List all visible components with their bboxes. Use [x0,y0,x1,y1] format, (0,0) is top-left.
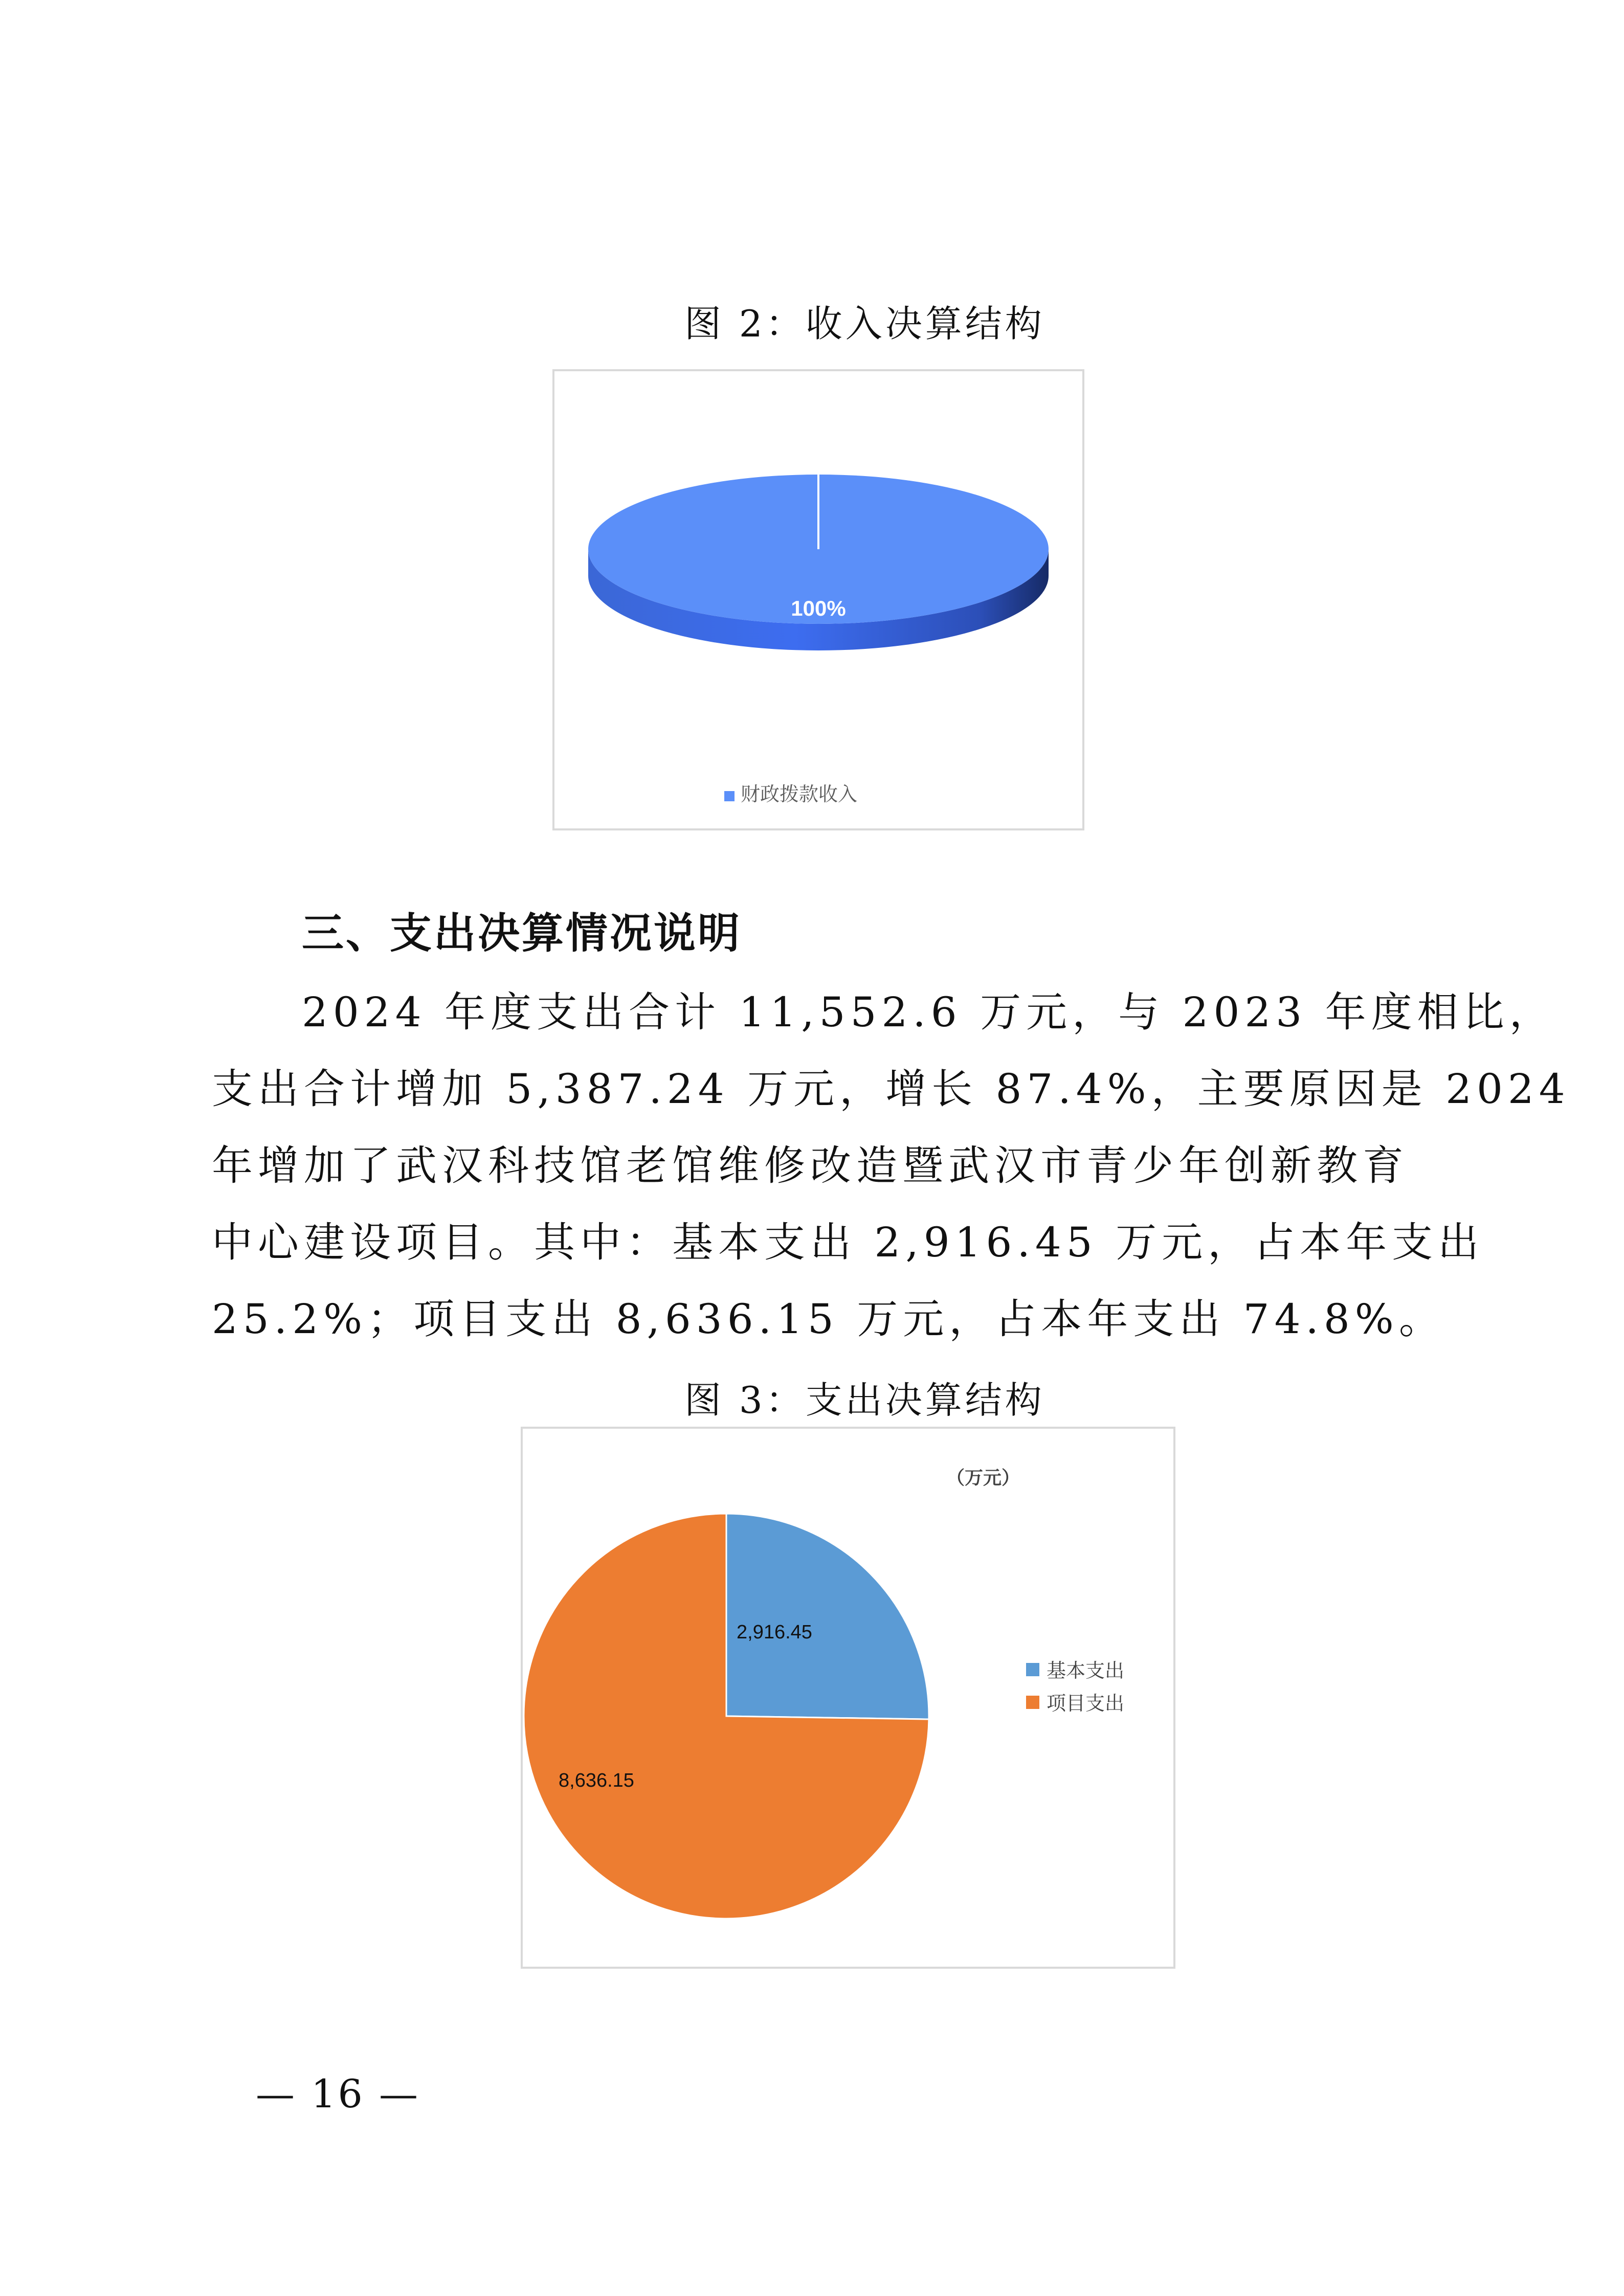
pie-data-label: 2,916.45 [737,1622,812,1643]
paragraph-line: 中心建设项目。其中：基本支出 2,916.45 万元，占本年支出 [212,1219,1484,1266]
legend-swatch [724,791,735,801]
legend-label: 项目支出 [1047,1693,1125,1715]
pie-data-label: 100% [791,596,846,620]
page-number: — 16 — [256,2071,420,2117]
pie-slice-基本支出 [726,1514,929,1719]
paragraph-line: 年增加了武汉科技馆老馆维修改造暨武汉市青少年创新教育 [212,1142,1409,1189]
legend-label: 财政拨款收入 [741,784,858,805]
figure3-pie-chart [523,1429,1173,1967]
paragraph-line: 25.2%；项目支出 8,636.15 万元，占本年支出 74.8%。 [212,1295,1445,1343]
figure2-pie-chart [554,371,1082,828]
figure3-chart-frame [521,1427,1175,1969]
legend-label: 基本支出 [1047,1660,1125,1682]
legend-swatch [1026,1696,1039,1709]
legend-swatch [1026,1663,1039,1676]
section-heading: 三、支出决算情况说明 [302,909,742,958]
figure2-chart-frame [552,369,1084,830]
figure2-caption: 图 2：收入决算结构 [684,302,1045,345]
figure3-caption: 图 3：支出决算结构 [684,1379,1045,1422]
paragraph-line: 支出合计增加 5,387.24 万元，增长 87.4%，主要原因是 2024 [212,1065,1570,1113]
paragraph-line: 2024 年度支出合计 11,552.6 万元，与 2023 年度相比， [302,988,1555,1036]
unit-label: （万元） [946,1467,1020,1488]
pie-data-label: 8,636.15 [559,1770,634,1791]
